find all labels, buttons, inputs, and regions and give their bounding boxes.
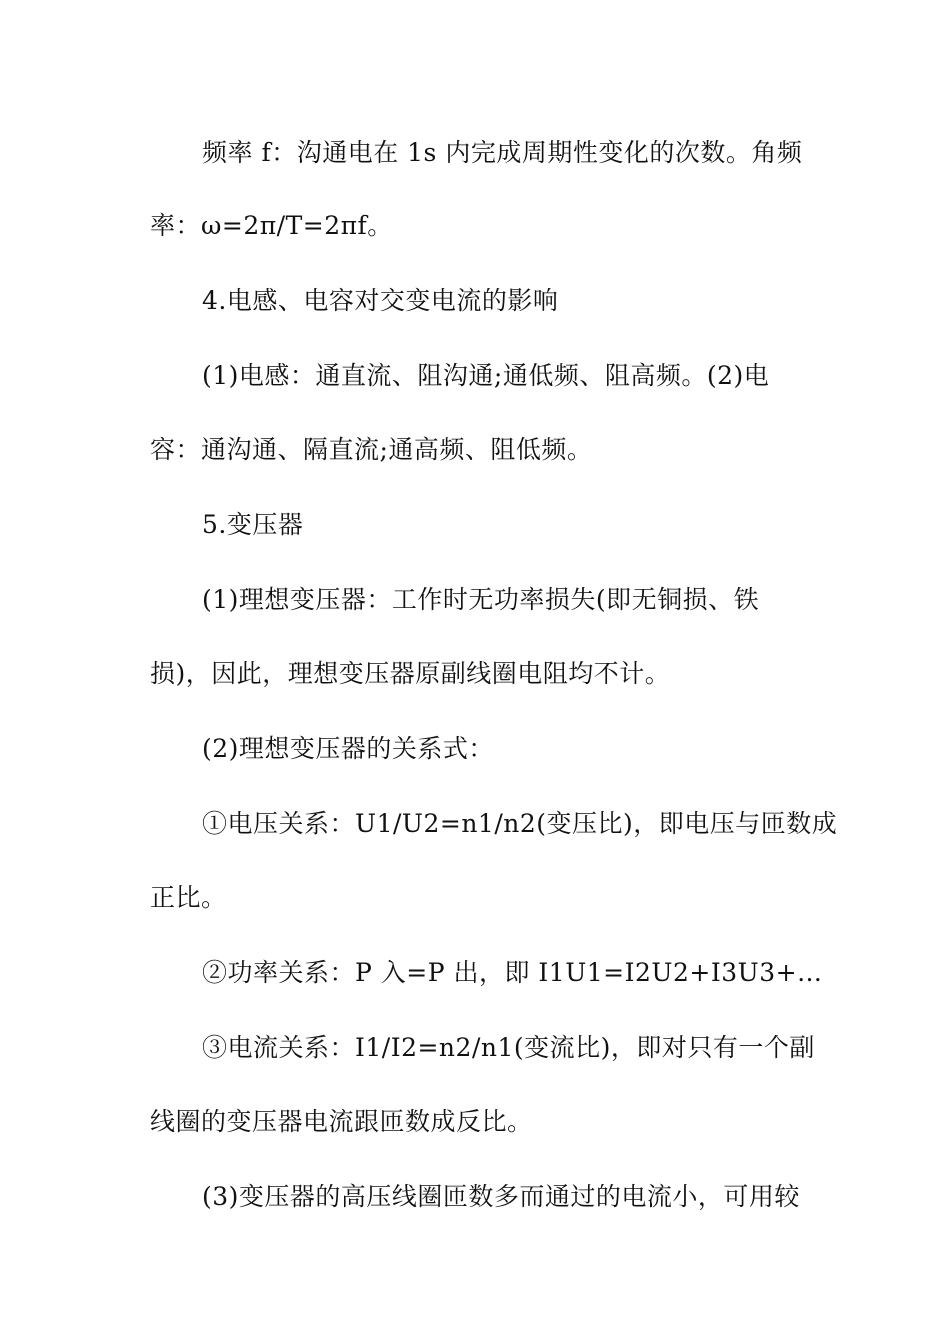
paragraph-high-voltage-coil: (3)变压器的高压线圈匝数多而通过的电流小，可用较 <box>202 1182 800 1211</box>
section-heading-4: 4.电感、电容对交变电流的影响 <box>202 286 559 315</box>
paragraph-ideal-transformer-line-2: 损)，因此，理想变压器原副线圈电阻均不计。 <box>150 659 671 688</box>
paragraph-voltage-relation-line-2: 正比。 <box>150 883 227 912</box>
paragraph-current-relation-line-2: 线圈的变压器电流跟匝数成反比。 <box>150 1107 533 1136</box>
paragraph-ideal-transformer-line-1: (1)理想变压器：工作时无功率损失(即无铜损、铁 <box>202 585 760 614</box>
section-heading-5: 5.变压器 <box>202 510 304 539</box>
paragraph-power-relation: ②功率关系：P 入=P 出，即 I1U1=I2U2+I3U3+… <box>202 958 823 987</box>
paragraph-current-relation-line-1: ③电流关系：I1/I2=n2/n1(变流比)，即对只有一个副 <box>202 1033 815 1062</box>
paragraph-inductance-line-1: (1)电感：通直流、阻沟通;通低频、阻高频。(2)电 <box>202 361 770 390</box>
paragraph-inductance-line-2: 容：通沟通、隔直流;通高频、阻低频。 <box>150 435 593 464</box>
paragraph-frequency-line-2: 率：ω=2π/T=2πf。 <box>150 211 393 240</box>
paragraph-relations-heading: (2)理想变压器的关系式： <box>202 734 494 763</box>
paragraph-voltage-relation-line-1: ①电压关系：U1/U2=n1/n2(变压比)，即电压与匝数成 <box>202 809 838 838</box>
paragraph-frequency-line-1: 频率 f：沟通电在 1s 内完成周期性变化的次数。角频 <box>202 138 803 167</box>
